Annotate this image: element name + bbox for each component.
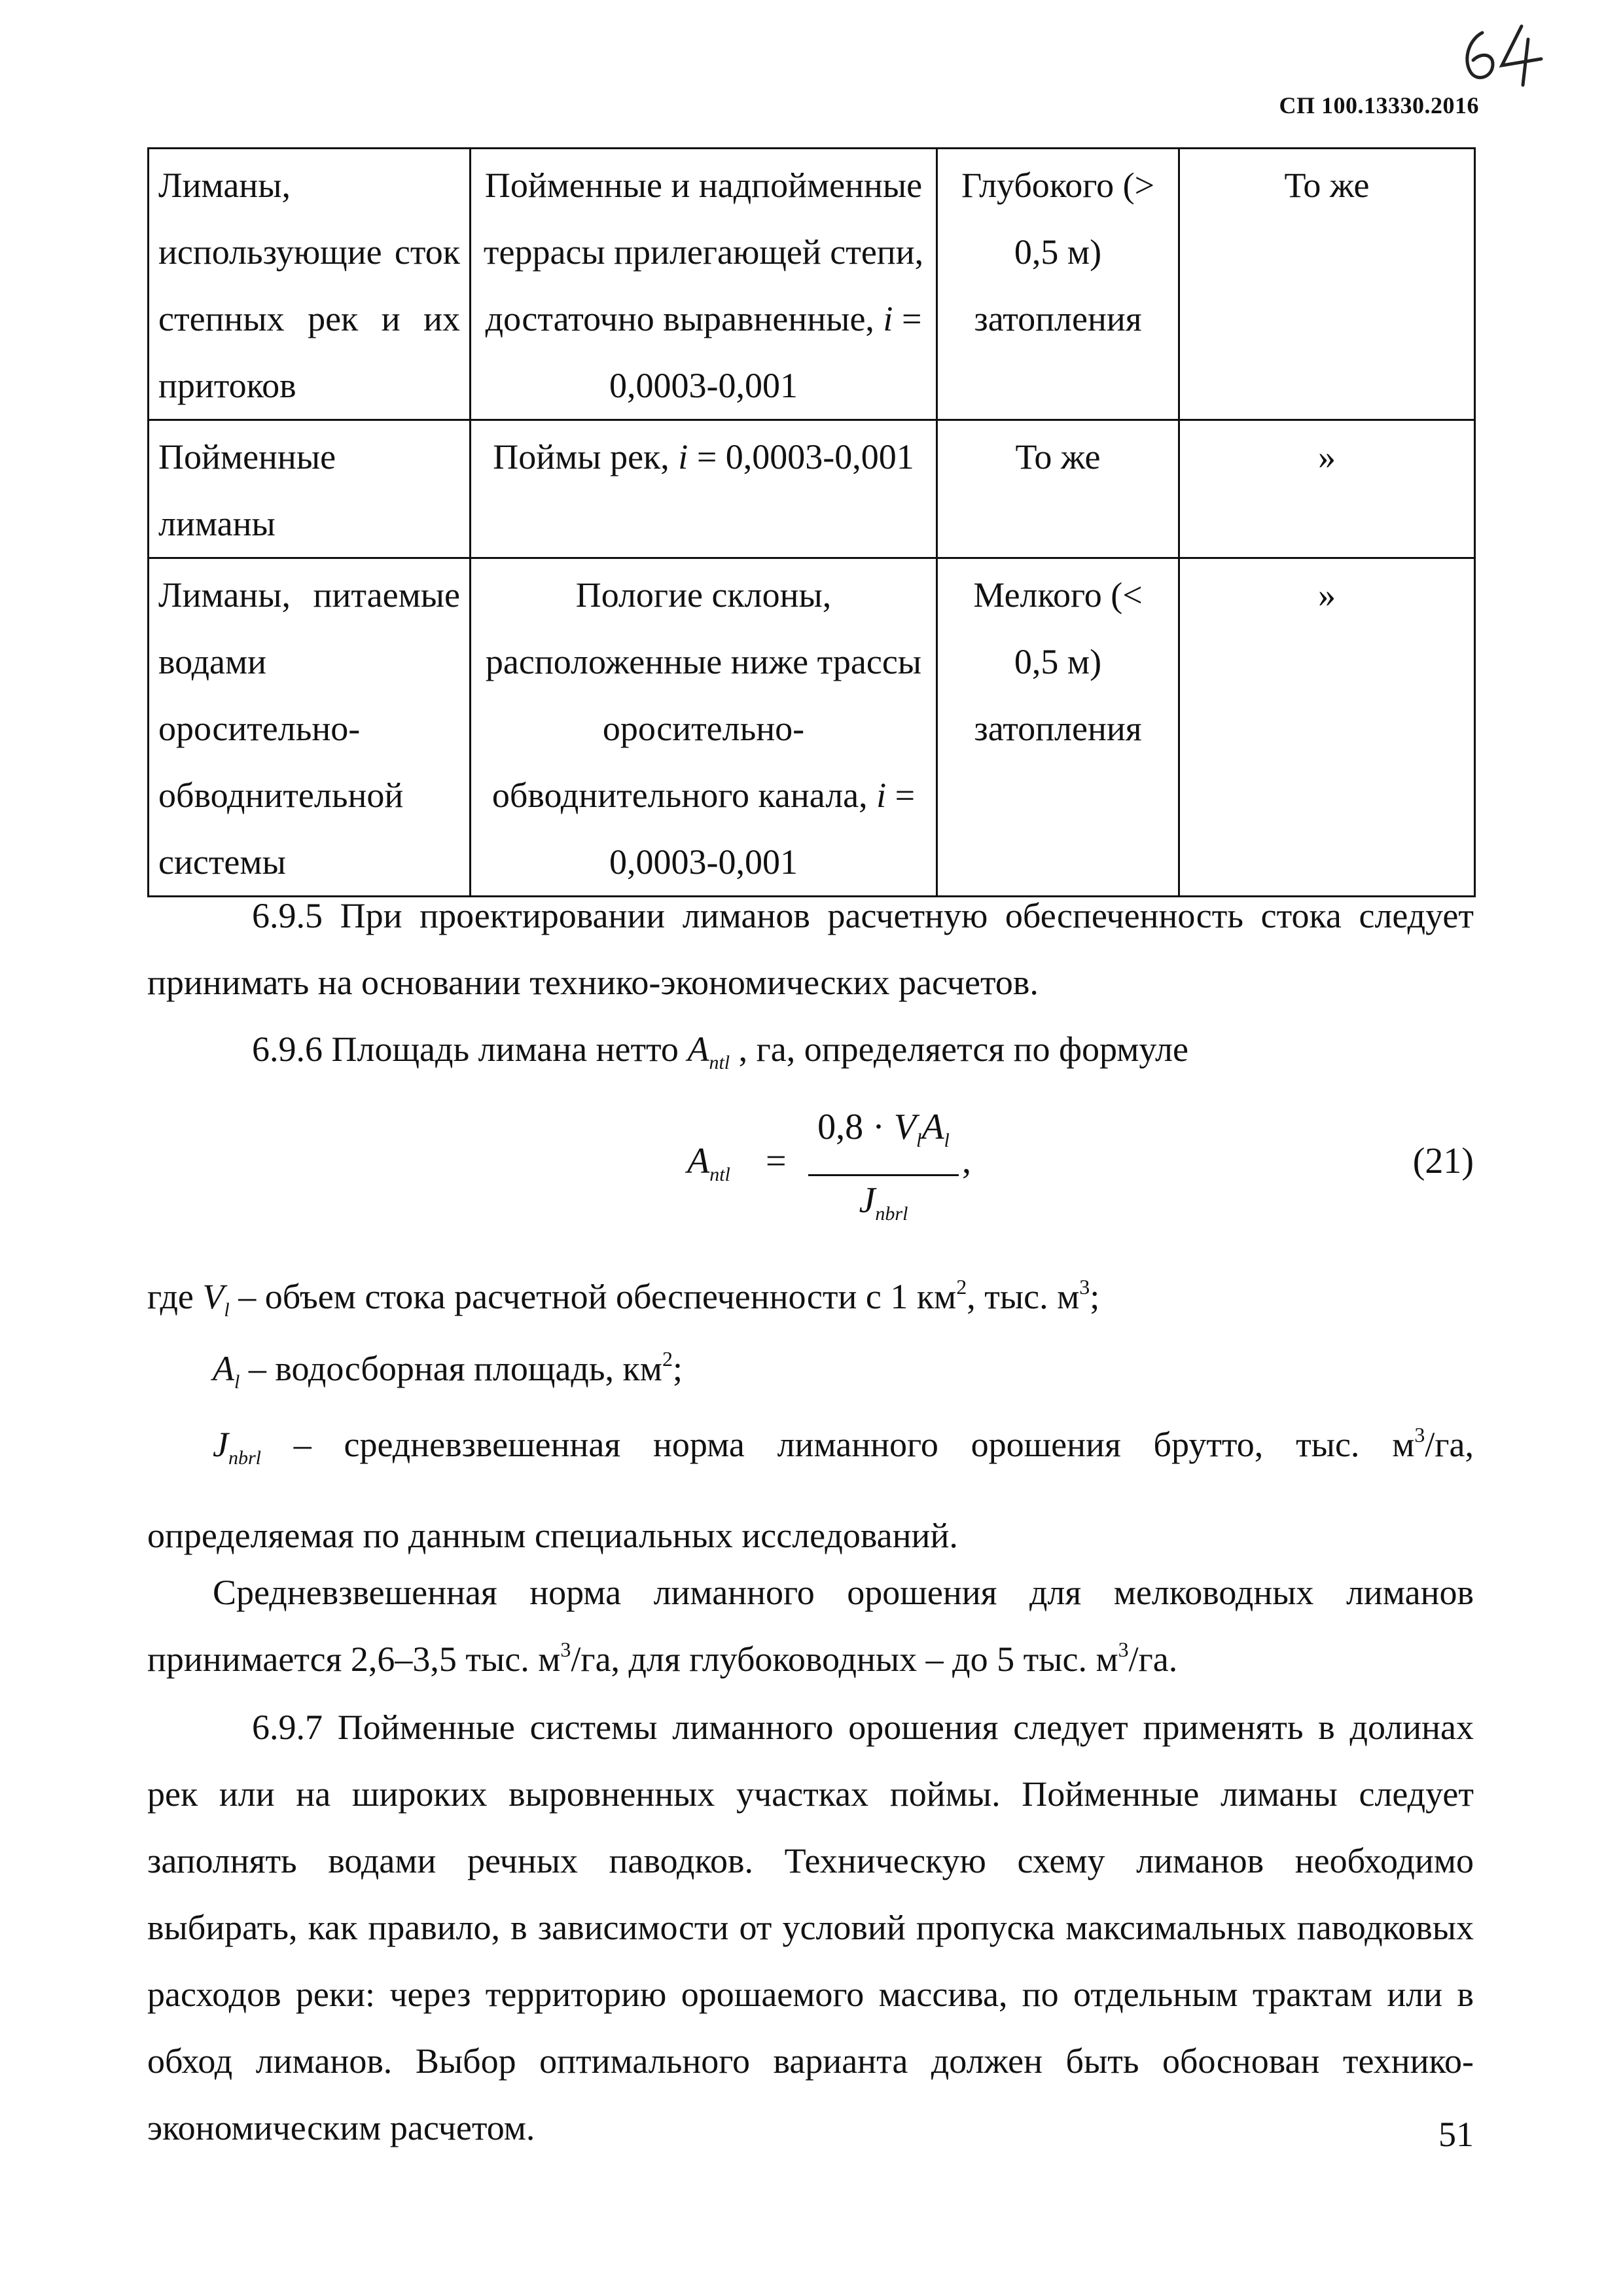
table-row bbox=[149, 420, 1475, 558]
table-cell bbox=[471, 420, 937, 558]
text: 6.9.6 Площадь лимана нетто bbox=[252, 1030, 688, 1069]
formula-21 bbox=[687, 1106, 1014, 1237]
definition-j bbox=[147, 1406, 1474, 1574]
table-cell bbox=[471, 558, 937, 897]
j-subscript: nbrl bbox=[228, 1447, 261, 1469]
j-var: J bbox=[859, 1180, 876, 1221]
formula-denominator bbox=[808, 1179, 959, 1225]
lhs-subscript: ntl bbox=[709, 1164, 730, 1185]
table-row bbox=[149, 149, 1475, 420]
text: ; bbox=[1090, 1277, 1100, 1316]
text: – водосборная площадь, км bbox=[240, 1349, 662, 1388]
text: /га, определяемая по данным специальных исследований. bbox=[147, 1425, 1474, 1555]
text: /га, для глубоководных – до 5 тыс. м bbox=[571, 1640, 1118, 1679]
table-row bbox=[149, 558, 1475, 897]
superscript: 2 bbox=[662, 1347, 673, 1371]
page-number: 51 bbox=[1438, 2115, 1474, 2154]
a-var: A bbox=[213, 1349, 234, 1388]
equation-number: (21) bbox=[1412, 1141, 1474, 1181]
table-cell: Лиманы, использующие сток степных рек и их притоков bbox=[149, 149, 471, 420]
slope-variable: i bbox=[678, 437, 688, 476]
slope-variable: i bbox=[876, 776, 887, 815]
superscript: 3 bbox=[1118, 1638, 1129, 1661]
formula-lhs bbox=[687, 1140, 730, 1186]
area-subscript: ntl bbox=[709, 1052, 730, 1073]
slope-value: = 0,0003-0,001 bbox=[609, 299, 922, 405]
table-cell: То же bbox=[937, 420, 1179, 558]
cell-text: Пойменные и надпойменные террасы прилегающей степи, достаточно выравненные, bbox=[483, 166, 924, 338]
table-cell: » bbox=[1179, 420, 1475, 558]
cell-text: Поймы рек, bbox=[493, 437, 679, 476]
superscript: 3 bbox=[1079, 1275, 1090, 1299]
paragraph-6-9-5: 6.9.5 При проектировании лиманов расчетную обеспеченность стока следует принимать на основании технико-экономических расчетов. bbox=[147, 896, 1474, 1002]
table-cell: » bbox=[1179, 558, 1475, 897]
table-cell: Мелкого (< 0,5 м) затопления bbox=[937, 558, 1179, 897]
text: /га. bbox=[1128, 1640, 1178, 1679]
slope-variable: i bbox=[883, 299, 893, 338]
a-subscript: l bbox=[944, 1130, 950, 1151]
document-reference: СП 100.13330.2016 bbox=[1279, 92, 1479, 118]
table-cell: Пойменные лиманы bbox=[149, 420, 471, 558]
j-subscript: nbrl bbox=[875, 1203, 908, 1225]
formula-numerator bbox=[808, 1106, 959, 1152]
superscript: 3 bbox=[1414, 1423, 1425, 1446]
a-var: A bbox=[921, 1107, 944, 1147]
j-var: J bbox=[213, 1425, 228, 1464]
text: ; bbox=[672, 1349, 683, 1388]
text: , га, определяется по формуле bbox=[730, 1030, 1188, 1069]
paragraph-norm bbox=[147, 1559, 1474, 1693]
text: – средневзвешенная норма лиманного орошения брутто, тыс. м bbox=[260, 1425, 1415, 1464]
text: – объем стока расчетной обеспеченности с 1 км bbox=[229, 1277, 957, 1316]
area-variable: A bbox=[687, 1030, 709, 1069]
paragraph-6-9-7: 6.9.7 Пойменные системы лиманного орошения следует применять в долинах рек или на широких выровненных участках поймы. Пойменные лиманы следует заполнять водами речных паводков. Техническую схему лиманов необходимо выбирать, как правило, в зависимости от условий пропуска максимальных паводковых расходов реки: через территорию орошаемого массива, по отдельным трактам или в обход лиманов. Выбор оптимального варианта должен быть обоснован технико-экономическим расчетом. bbox=[147, 1708, 1474, 2147]
table-cell bbox=[471, 149, 937, 420]
fraction-bar bbox=[808, 1174, 959, 1176]
a-subscript: l bbox=[234, 1371, 240, 1393]
slope-value: = 0,0003-0,001 bbox=[688, 437, 914, 476]
table-cell: Глубокого (> 0,5 м) затопления bbox=[937, 149, 1179, 420]
lhs-var: A bbox=[687, 1141, 710, 1181]
handwritten-page-number bbox=[1456, 20, 1554, 92]
table-cell: То же bbox=[1179, 149, 1475, 420]
cell-text: Пологие склоны, расположенные ниже трассы оросительно-обводнительного канала, bbox=[485, 575, 922, 815]
definition-a bbox=[213, 1335, 1456, 1416]
text: Средневзвешенная норма лиманного орошения для мелководных лиманов принимается 2,6–3,5 тыс. м bbox=[147, 1573, 1474, 1679]
paragraph-6-9-6 bbox=[147, 1016, 1474, 1096]
table-cell: Лиманы, питаемые водами оросительно-обводнительной системы bbox=[149, 558, 471, 897]
v-var: V bbox=[893, 1107, 916, 1147]
v-var: V bbox=[202, 1277, 224, 1316]
slope-value: = 0,0003-0,001 bbox=[609, 776, 916, 882]
superscript: 3 bbox=[560, 1638, 571, 1661]
superscript: 2 bbox=[956, 1275, 967, 1299]
v-subscript: l bbox=[224, 1299, 230, 1321]
text: где bbox=[147, 1277, 203, 1316]
liman-types-table bbox=[147, 147, 1476, 897]
definition-v bbox=[147, 1263, 1474, 1344]
v-subscript: l bbox=[916, 1130, 922, 1151]
formula-comma: , bbox=[962, 1141, 971, 1181]
text: , тыс. м bbox=[967, 1277, 1080, 1316]
equals-sign: = bbox=[766, 1141, 787, 1181]
coefficient: 0,8 · bbox=[817, 1107, 894, 1147]
